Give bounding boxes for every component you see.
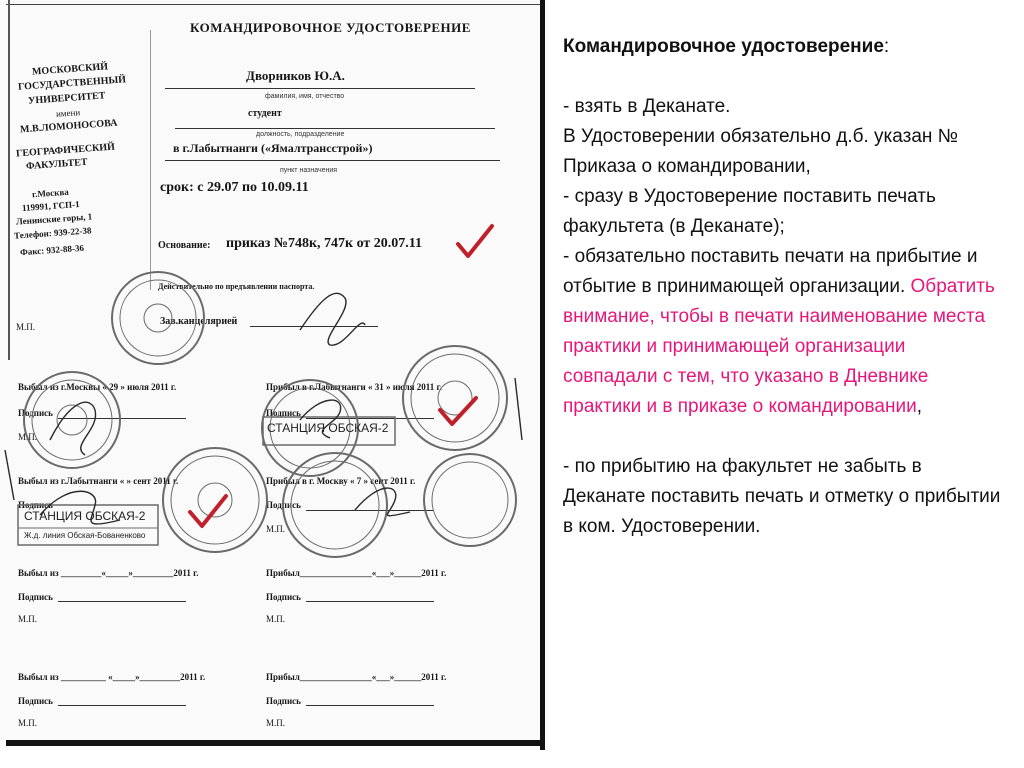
signature-label-4b: Подпись [266, 696, 301, 706]
note-return-mark: - по прибытию на факультет не забыть в Деканате поставить печать и отметку о прибытии в ком. Удостоверении. [563, 456, 1001, 537]
departure-row-1: Выбыл из г.Москвы « 29 » июля 2011 г. [18, 382, 177, 392]
address-postcode: 119991, ГСП-1 [21, 199, 80, 213]
round-seal-return-left [163, 448, 267, 552]
address-street: Ленинские горы, 1 [15, 211, 93, 227]
certificate-header: КОМАНДИРОВОЧНОЕ УДОСТОВЕРЕНИЕ [190, 20, 471, 35]
check-mark-arrival [440, 398, 476, 424]
departure-row-4: Выбыл из __________ «_____»_________2011 г. [18, 672, 206, 682]
note-take-at-dean-office: - взять в Деканате. [563, 96, 731, 117]
signature-label-2a: Подпись [18, 500, 53, 510]
faculty-line-1: ГЕОГРАФИЧЕСКИЙ [15, 141, 116, 160]
round-seal-arrival-right [403, 346, 507, 450]
signature-label-2b: Подпись [266, 500, 301, 510]
note-faculty-stamp: - сразу в Удостоверение поставить печать факультета (в Деканате); [563, 186, 936, 237]
address-city: г.Москва [31, 186, 70, 200]
faculty-line-2: ФАКУЛЬТЕТ [25, 156, 88, 173]
org-line-5: М.В.ЛОМОНОСОВА [19, 117, 118, 136]
basis-label: Основание: [158, 240, 211, 251]
arrival-row-4: Прибыл________________«___»______2011 г. [266, 672, 447, 682]
org-line-2: ГОСУДАРСТВЕННЫЙ [17, 74, 127, 93]
station-stamp-text-2: СТАНЦИЯ ОБСКАЯ-2 [24, 509, 146, 523]
round-seal-return-far [424, 454, 516, 546]
instructions-panel [563, 32, 1003, 542]
instructions-title: Командировочное удостоверение [563, 36, 884, 57]
signature-label-4a: Подпись [18, 696, 53, 706]
seal-place-4b: М.П. [266, 718, 286, 728]
org-line-3: УНИВЕРСИТЕТ [27, 90, 106, 107]
signature-label-3a: Подпись [18, 592, 53, 602]
org-line-4: имени [55, 107, 81, 119]
seal-place-4a: М.П. [18, 718, 38, 728]
signature-label-1b: Подпись [266, 408, 301, 418]
seal-place-3a: М.П. [18, 614, 38, 624]
name-caption: фамилия, имя, отчество [265, 93, 345, 100]
check-mark-departure [190, 496, 226, 526]
address-phone: Телефон: 939-22-38 [13, 225, 92, 241]
destination: в г.Лабытнанги («Ямалтрансстрой») [173, 141, 373, 155]
station-stamp-text-1: СТАНЦИЯ ОБСКАЯ-2 [267, 421, 389, 435]
traveler-name: Дворников Ю.А. [246, 68, 345, 83]
note-order-number: В Удостоверении обязательно д.б. указан № Приказа о командировании, [563, 126, 959, 177]
address-fax: Факс: 932-88-36 [19, 242, 85, 258]
note-attention-highlight: Обратить внимание, чтобы в печати наименование места практики и принимающей организации совпадали с тем, что указано в Дневнике практики и в приказе о командировании [563, 276, 995, 417]
note-arrival-departure-stamps: - обязательно поставить печати на прибытие и отбытие в принимающей организации. Обратить внимание, чтобы в печати наименование места практики и принимающей организации совпадали с тем, что указано в Дневнике практики и в приказе о командировании, [563, 246, 995, 417]
round-seal-departure [24, 372, 120, 468]
basis-order: приказ №748к, 747к от 20.07.11 [226, 236, 423, 251]
destination-caption: пункт назначения [280, 167, 338, 174]
seal-place-top: М.П. [16, 322, 36, 332]
traveler-position: студент [248, 108, 282, 119]
departure-row-2: Выбыл из г.Лабытнанги « » сент 2011 г. [18, 476, 179, 486]
check-mark-basis [458, 226, 492, 256]
signature-label-3b: Подпись [266, 592, 301, 602]
seal-place-1a: М.П. [18, 432, 38, 442]
travel-term: срок: с 29.07 по 10.09.11 [160, 180, 309, 195]
departure-row-3: Выбыл из _________«_____»_________2011 г. [18, 568, 199, 578]
arrival-row-2: Прибыл в г. Москву « 7 » сент 2011 г. [266, 476, 416, 486]
seal-place-2b: М.П. [266, 524, 286, 534]
org-line-1: МОСКОВСКИЙ [31, 61, 109, 78]
red-check-marks [190, 226, 492, 526]
instructions-heading: Командировочное удостоверение: [563, 36, 890, 57]
passport-note: Действительно по предъявлении паспорта. [158, 282, 315, 291]
round-seal-faculty [112, 272, 204, 364]
seal-place-3b: М.П. [266, 614, 286, 624]
signature-label-1a: Подпись [18, 408, 53, 418]
office-head-label: Зав.канцелярией [160, 316, 238, 327]
arrival-row-1: Прибыл в г.Лабытнанги « 31 » июля 2011 г. [266, 382, 442, 392]
arrival-row-3: Прибыл________________«___»______2011 г. [266, 568, 447, 578]
position-caption: должность, подразделение [256, 131, 345, 138]
station-stamp-subtext: Ж.д. линия Обская-Бованенково [24, 531, 146, 540]
